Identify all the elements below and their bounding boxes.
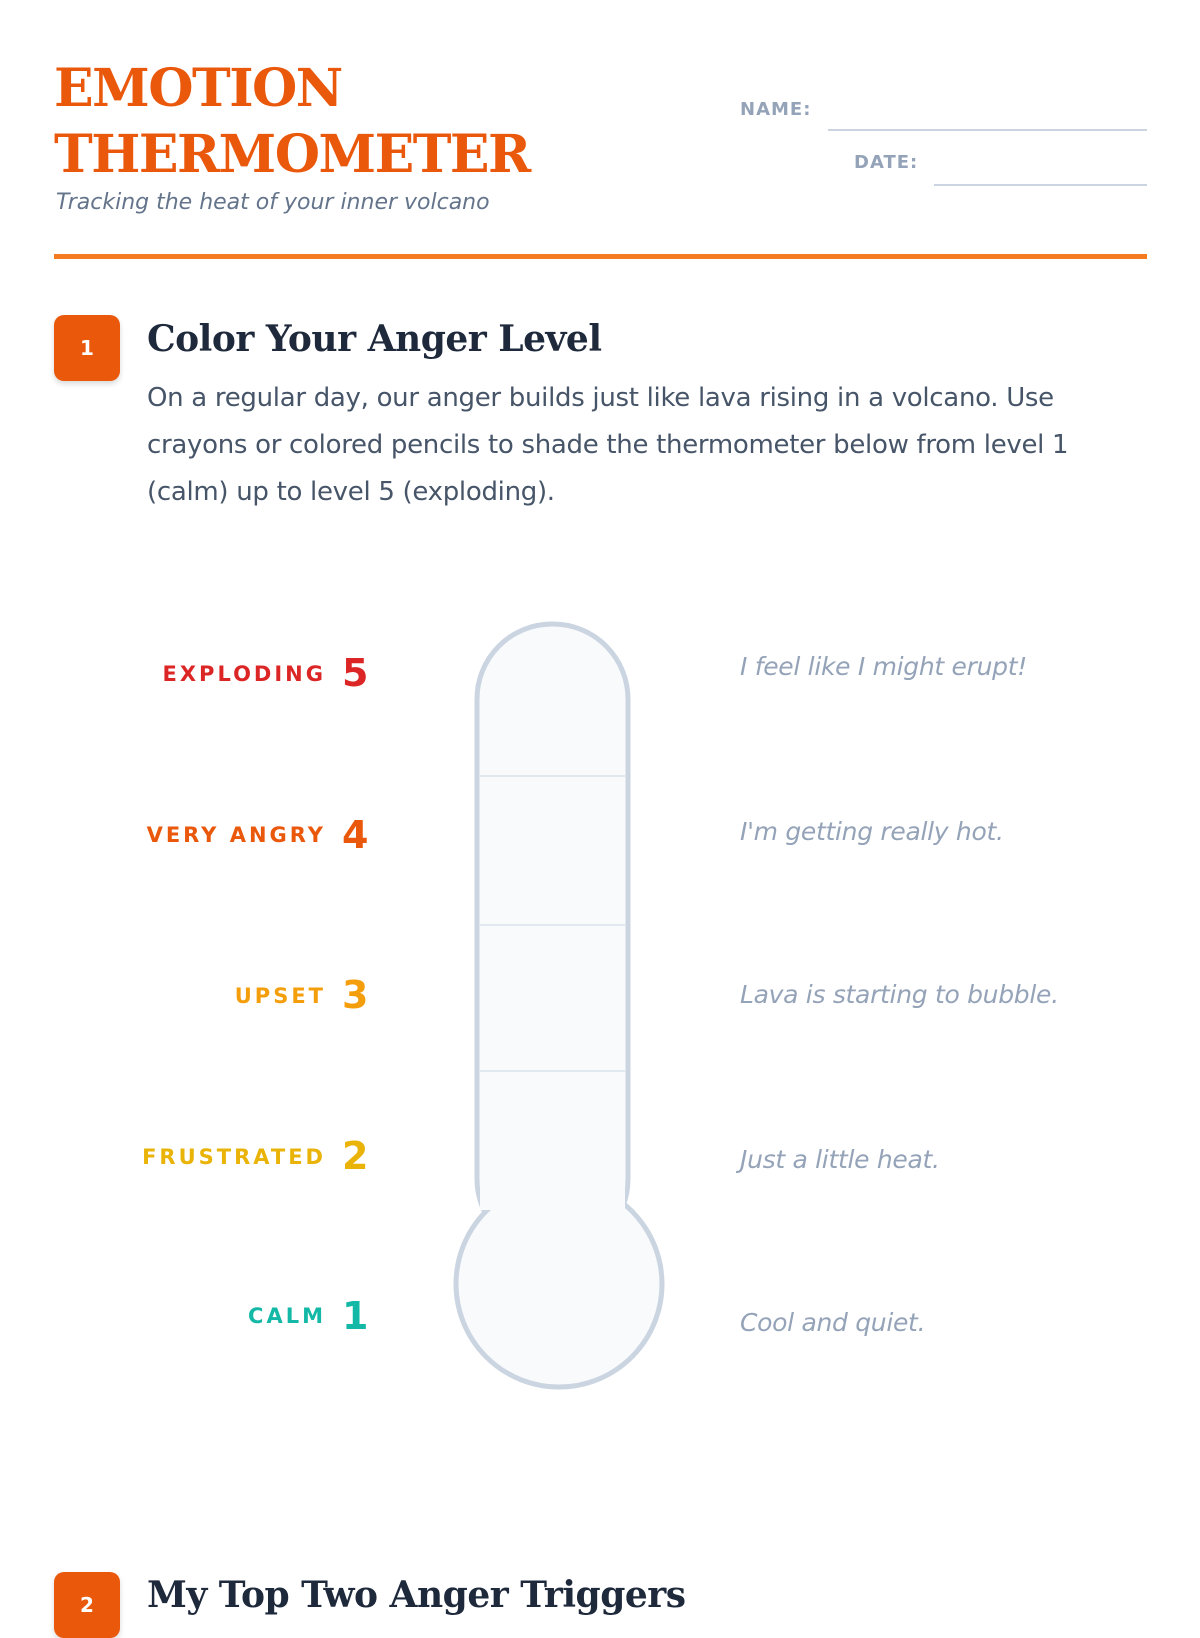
level-1-number: 1 (342, 1294, 369, 1338)
level-5-number: 5 (342, 651, 369, 695)
level-2-description: Just a little heat. (740, 1145, 940, 1174)
level-3-number: 3 (342, 973, 369, 1017)
level-2-number: 2 (342, 1134, 369, 1178)
name-label: NAME: (740, 99, 812, 120)
section-2-title: My Top Two Anger Triggers (147, 1574, 686, 1616)
section-1-title: Color Your Anger Level (147, 318, 602, 360)
level-5-label: EXPLODING (162, 662, 326, 686)
level-4-label: VERY ANGRY (146, 823, 326, 847)
title-line-2: THERMOMETER (54, 124, 530, 185)
level-5-description: I feel like I might erupt! (740, 652, 1027, 681)
level-4-number: 4 (342, 813, 369, 857)
page-subtitle: Tracking the heat of your inner volcano (56, 190, 490, 215)
level-1-description: Cool and quiet. (740, 1308, 926, 1337)
level-3-label: UPSET (234, 984, 326, 1008)
title-line-1: EMOTION (54, 58, 342, 119)
step-1-badge: 1 (54, 315, 120, 381)
date-label: DATE: (854, 152, 919, 173)
level-1-label: CALM (248, 1304, 326, 1328)
level-3-description: Lava is starting to bubble. (740, 980, 1059, 1009)
tube-bulb-joint (480, 1150, 625, 1210)
section-1-instructions: On a regular day, our anger builds just like lava rising in a volcano. Use crayons or colored pencils to shade the thermometer below from level 1 (calm) up to level 5 (exploding). (147, 383, 1069, 507)
level-2-label: FRUSTRATED (142, 1145, 326, 1169)
thermometer-bulb[interactable] (456, 1181, 662, 1387)
step-2-badge: 2 (54, 1572, 120, 1638)
level-4-description: I'm getting really hot. (740, 817, 1004, 846)
